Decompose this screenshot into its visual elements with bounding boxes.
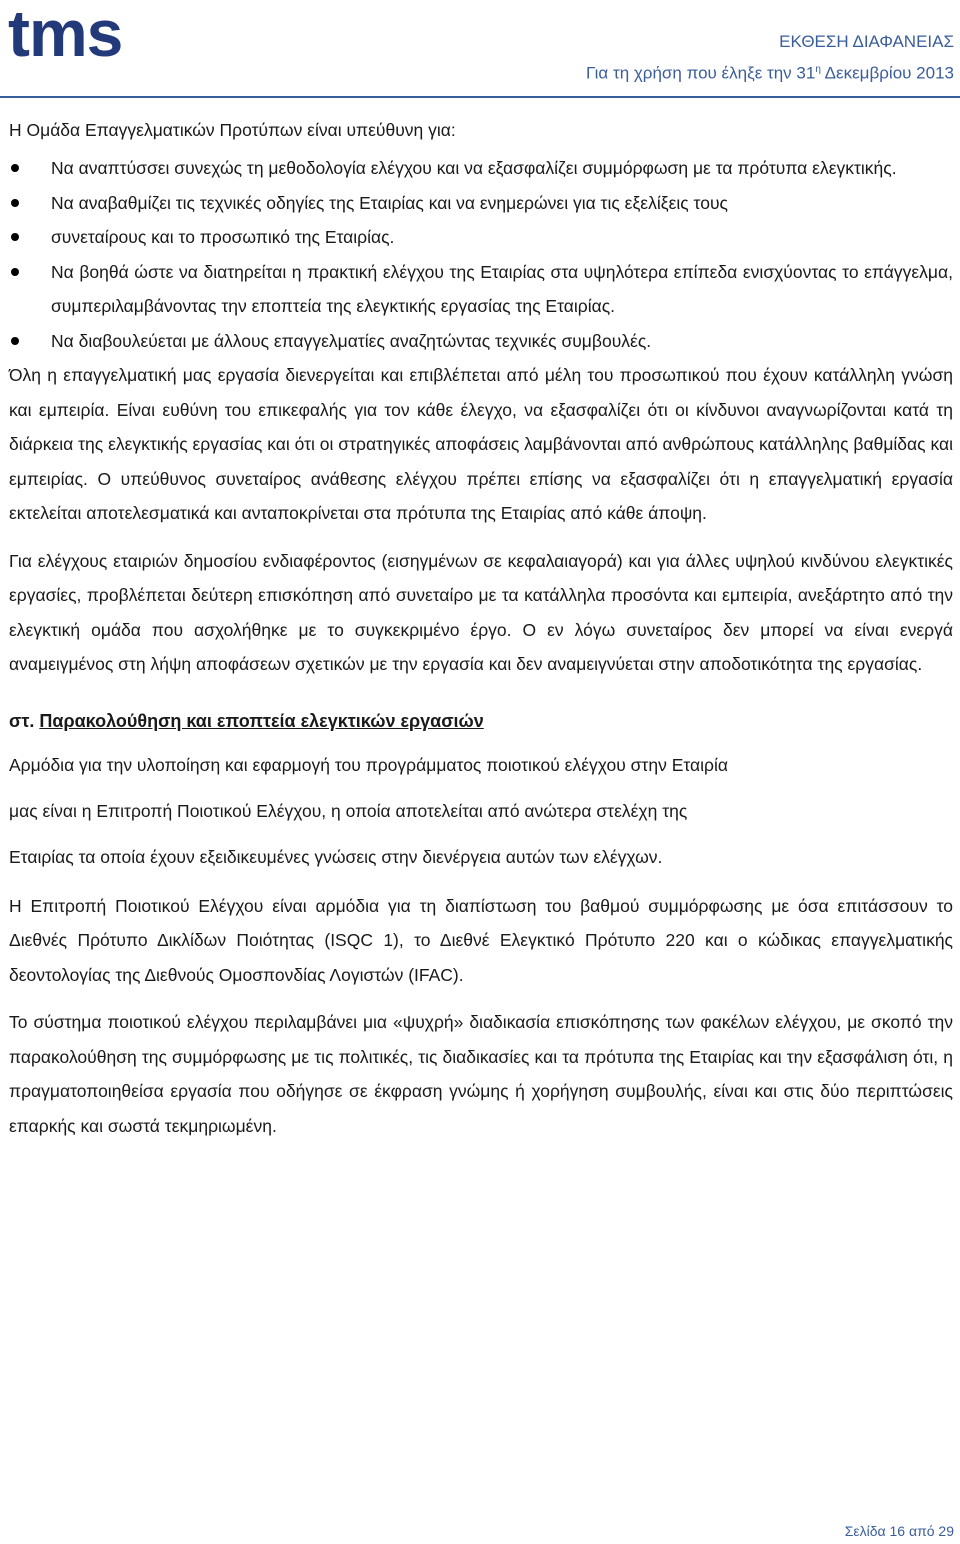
- paragraph-line: Αρμόδια για την υλοποίηση και εφαρμογή του προγράμματος ποιοτικού ελέγχου στην Εταιρία: [9, 754, 728, 775]
- document-subtitle: Για τη χρήση που έληξε την $31^\eta$ Δεκεμβρίου 2013: [586, 63, 954, 83]
- list-item: Να διαβουλεύεται με άλλους επαγγελματίες αναζητώντας τεχνικές συμβουλές.: [9, 324, 953, 359]
- responsibilities-list: [9, 151, 953, 358]
- paragraph-line: Εταιρίας τα οποία έχουν εξειδικευμένες γνώσεις στην διενέργεια αυτών των ελέγχων.: [9, 846, 663, 867]
- bullet-icon: [11, 233, 19, 241]
- header-divider: [0, 96, 960, 98]
- section-heading: στ. Παρακολούθηση και εποπτεία ελεγκτικών εργασιών: [9, 710, 484, 731]
- intro-text: Η Ομάδα Επαγγελματικών Προτύπων είναι υπεύθυνη για:: [9, 120, 456, 140]
- paragraph: Η Επιτροπή Ποιοτικού Ελέγχου είναι αρμόδια για τη διαπίστωση του βαθμού συμμόρφωσης με όσα επιτάσσουν το Διεθνές Πρότυπο Δικλίδων Ποιότητας (ISQC 1), το Διεθνέ Ελεγκτικό Πρότυπο 220 και ο κώδικας επαγγελματικής δεοντολογίας της Διεθνούς Ομοσπονδίας Λογιστών (IFAC).: [9, 895, 953, 985]
- page-content: [9, 113, 953, 1143]
- paragraph-line: μας είναι η Επιτροπή Ποιοτικού Ελέγχου, η οποία αποτελείται από ανώτερα στελέχη της: [9, 800, 688, 821]
- list-item: συνεταίρους και το προσωπικό της Εταιρίας.: [9, 220, 953, 255]
- bullet-icon: [11, 199, 19, 207]
- list-item: Να αναβαθμίζει τις τεχνικές οδηγίες της Εταιρίας και να ενημερώνει για τις εξελίξεις τους: [9, 186, 953, 221]
- document-header: [586, 28, 954, 88]
- page-number: Σελίδα 16 από 29: [844, 1523, 954, 1539]
- paragraph: Για ελέγχους εταιριών δημοσίου ενδιαφέροντος (εισηγμένων σε κεφαλαιαγορά) και για άλλες υψηλού κινδύνου ελεγκτικές εργασίες, προβλέπεται δεύτερη επισκόπηση από συνεταίρο με τα κατάλληλα προσόντα και εμπειρία, ανεξάρτητο από την ελεγκτική ομάδα που ασχολήθηκε με το συγκεκριμένο έργο. Ο εν λόγω συνεταίρος δεν μπορεί να είναι ενεργά αναμειγμένος στη λήψη αποφάσεων σχετικών με την εργασία και δεν αναμειγνύεται στην αποδοτικότητα της εργασίας.: [9, 550, 953, 674]
- paragraph: Όλη η επαγγελματική μας εργασία διενεργείται και επιβλέπεται από μέλη του προσωπικού που έχουν κατάλληλη γνώση και εμπειρία. Είναι ευθύνη του επικεφαλής για τον κάθε έλεγχο, να εξασφαλίζει ότι οι κίνδυνοι αναγνωρίζονται κατά τη διάρκεια της ελεγκτικής εργασίας και ότι οι στρατηγικές αποφάσεις λαμβάνονται από ανθρώπους κατάλληλης βαθμίδας και εμπειρίας. Ο υπεύθυνος συνεταίρος ανάθεσης ελέγχου πρέπει επίσης να εξασφαλίζει ότι η επαγγελματική εργασία εκτελείται αποτελεσματικά και ανταποκρίνεται στα πρότυπα της Εταιρίας από κάθε άποψη.: [9, 365, 953, 523]
- bullet-icon: [11, 268, 19, 276]
- list-item: Να βοηθά ώστε να διατηρείται η πρακτική ελέγχου της Εταιρίας στα υψηλότερα επίπεδα ενισχύοντας το επάγγελμα, συμπεριλαμβάνοντας την εποπτεία της ελεγκτικής εργασίας της Εταιρίας.: [9, 255, 953, 324]
- paragraph: Το σύστημα ποιοτικού ελέγχου περιλαμβάνει μια «ψυχρή» διαδικασία επισκόπησης των φακέλων ελέγχου, με σκοπό την παρακολούθηση της συμμόρφωσης με τις πολιτικές, τις διαδικασίες και τα πρότυπα της Εταιρίας και την εξασφάλιση ότι, η πραγματοποιηθείσα εργασία που οδήγησε σε έκφραση γνώμης ή χορήγηση συμβουλής, είναι και στις δύο περιπτώσεις επαρκής και σωστά τεκμηριωμένη.: [9, 1012, 953, 1136]
- bullet-icon: [11, 337, 19, 345]
- company-logo: tms: [8, 0, 123, 70]
- bullet-icon: [11, 164, 19, 172]
- document-title: ΕΚΘΕΣΗ ΔΙΑΦΑΝΕΙΑΣ: [779, 32, 954, 51]
- list-item: Να αναπτύσσει συνεχώς τη μεθοδολογία ελέγχου και να εξασφαλίζει συμμόρφωση με τα πρότυπα ελεγκτικής.: [9, 151, 953, 186]
